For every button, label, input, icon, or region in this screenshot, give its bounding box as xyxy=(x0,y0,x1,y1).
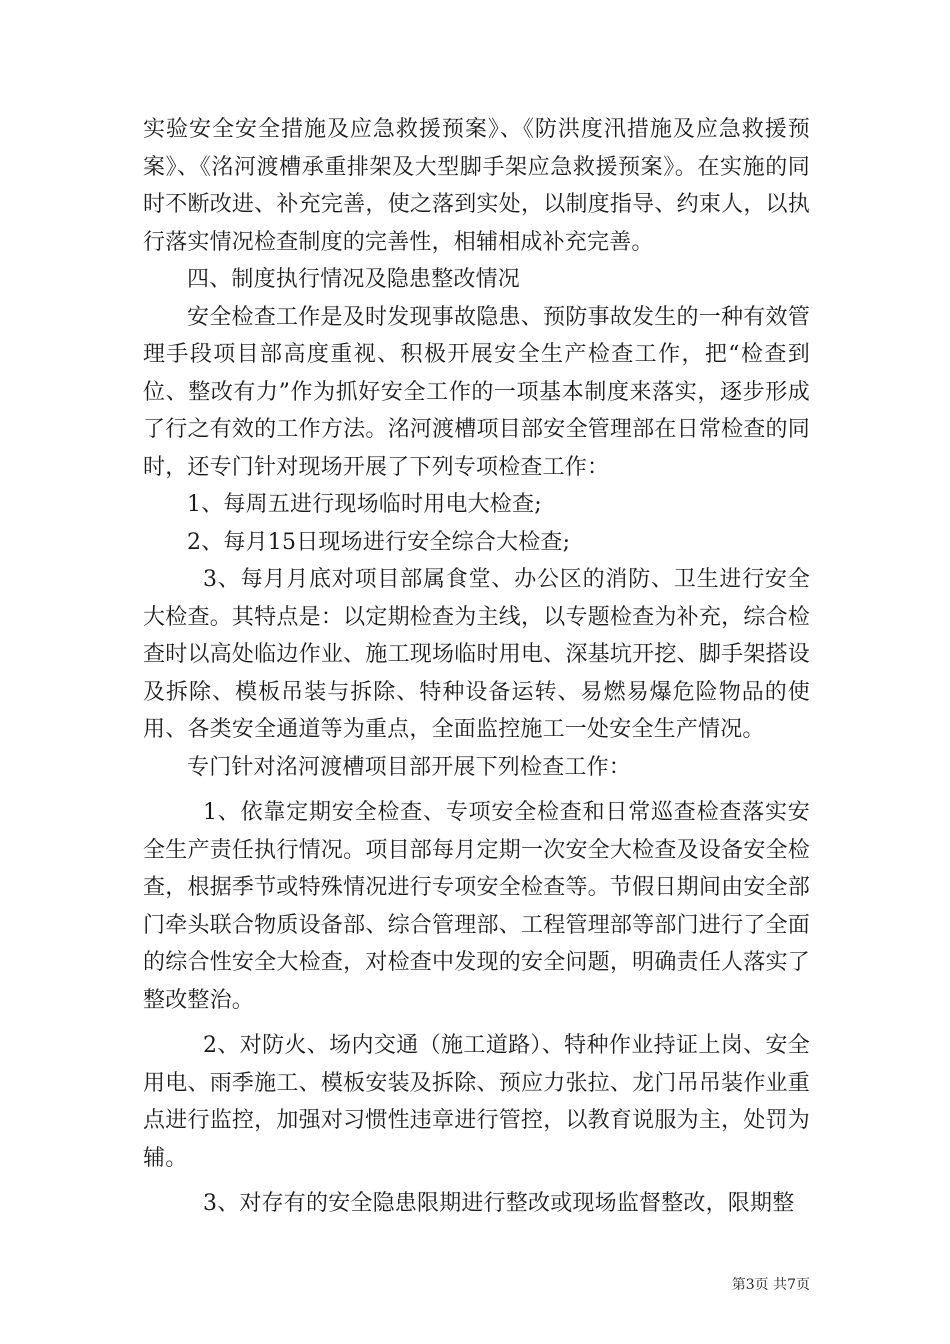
paragraph-special-intro: 专门针对洺河渡槽项目部开展下列检查工作： xyxy=(187,754,632,780)
document-body xyxy=(143,111,810,1223)
list-item: 3、每月月底对项目部属食堂、办公区的消防、卫生进行安全大检查。其特点是：以定期检查为主线，以专题检查为补充，综合检查时以高处临边作业、施工现场临时用电、深基坑开挖、脚手架搭设及拆除、模板吊装与拆除、特种设备运转、易燃易爆危险物品的使用、各类安全通道等为重点，全面监控施工一处安全生产情况。 xyxy=(143,567,810,742)
list-item: 2、每月15日现场进行安全综合大检查; xyxy=(187,529,571,555)
list-item: 2、对防火、场内交通（施工道路）、特种作业持证上岗、安全用电、雨季施工、模板安装及拆除、预应力张拉、龙门吊吊装作业重点进行监控，加强对习惯性违章进行管控，以教育说服为主，处罚为辅。 xyxy=(143,1033,810,1171)
paragraph-continuation: 实验安全安全措施及应急救援预案》、《防洪度汛措施及应急救援预案》、《洺河渡槽承重排架及大型脚手架应急救援预案》。在实施的同时不断改进、补充完善，使之落到实处，以制度指导、约束人，以执行落实情况检查制度的完善性，相辅相成补充完善。 xyxy=(143,117,810,255)
paragraph-safety-intro: 安全检查工作是及时发现事故隐患、预防事故发生的一种有效管理手段项目部高度重视、积极开展安全生产检查工作，把“检查到位、整改有力”作为抓好安全工作的一项基本制度来落实，逐步形成了行之有效的工作方法。洺河渡槽项目部安全管理部在日常检查的同时，还专门针对现场开展了下列专项检查工作： xyxy=(143,304,810,480)
list-item: 3、对存有的安全隐患限期进行整改或现场监督整改，限期整 xyxy=(203,1191,795,1216)
list-item: 1、依靠定期安全检查、专项安全检查和日常巡查检查落实安全生产责任执行情况。项目部每月定期一次安全大检查及设备安全检查，根据季节或特殊情况进行专项安全检查等。节假日期间由安全部门牵头联合物质设备部、综合管理部、工程管理部等部门进行了全面的综合性安全大检查，对检查中发现的安全问题，明确责任人落实了整改整治。 xyxy=(143,800,810,1013)
list-item: 1、每周五进行现场临时用电大检查; xyxy=(187,492,542,517)
section-heading: 四、制度执行情况及隐患整改情况 xyxy=(187,267,521,292)
page-number: 第3页 共7页 xyxy=(731,1277,810,1293)
